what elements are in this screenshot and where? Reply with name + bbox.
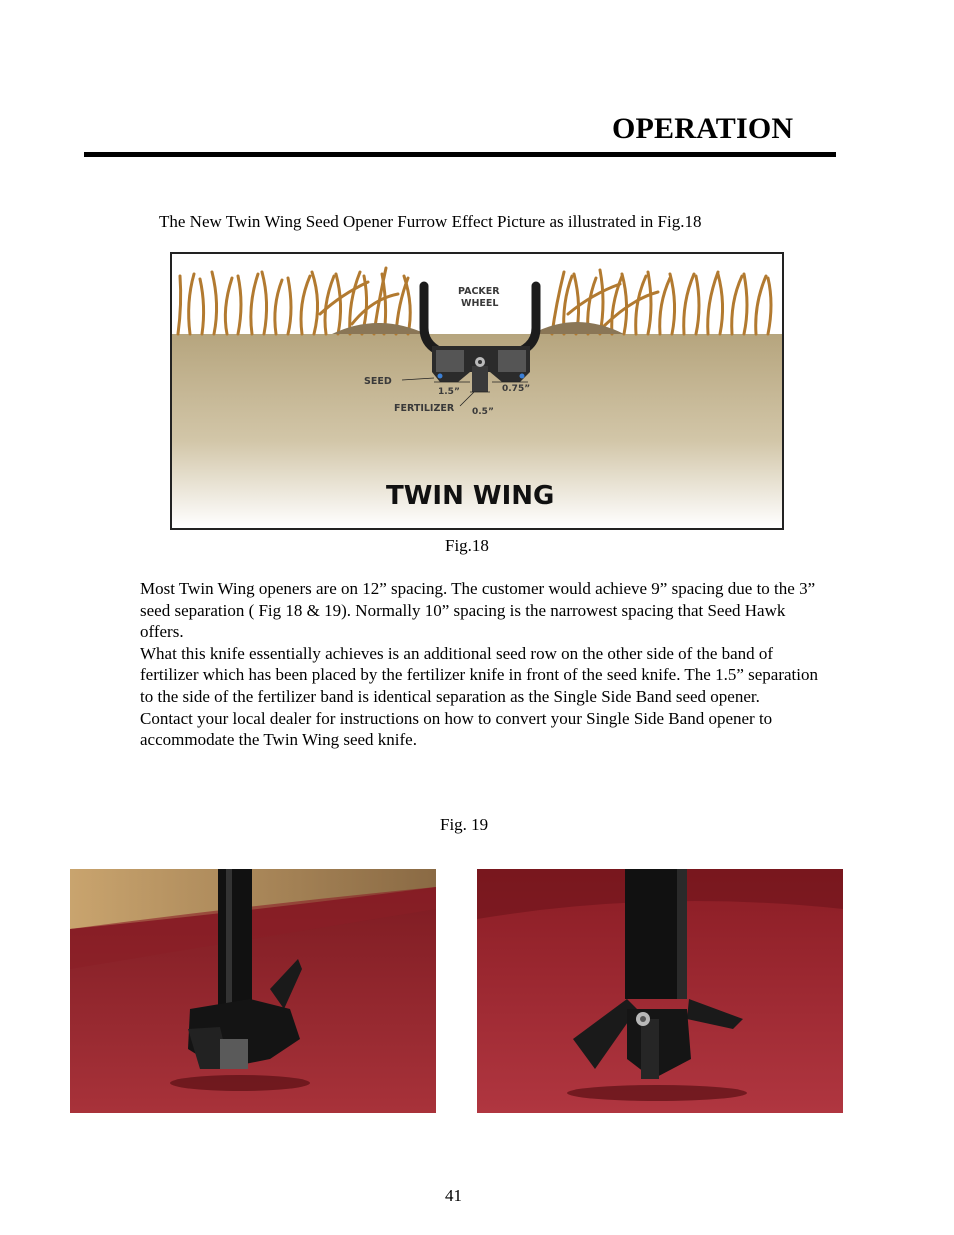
mound-left <box>332 323 426 334</box>
section-title: OPERATION <box>612 112 794 145</box>
title-rule <box>84 152 836 157</box>
twin-wing-banner: TWIN WING <box>386 481 555 511</box>
label-dim-bottom: 0.5” <box>472 407 494 417</box>
label-dim-left: 1.5” <box>438 387 460 397</box>
paragraph-spacing: Most Twin Wing openers are on 12” spacing. The customer would achieve 9” spacing due to the 3” seed separation ( Fig 18 & 19). Normally 10” spacing is the narrowest spacing that Seed Hawk offers. <box>140 579 816 642</box>
paragraph-knife: What this knife essentially achieves is an additional seed row on the other side of the band of fertilizer which has been placed by the fertilizer knife in front of the seed knife. The 1.5” separation to the side of the fertilizer band is identical separation as the Single Side Band seed opener. <box>140 643 818 706</box>
paragraph-contact: Contact your local dealer for instructions on how to convert your Single Side Band opener to accommodate the Twin Wing seed knife. <box>140 708 773 750</box>
label-fertilizer: FERTILIZER <box>394 403 455 414</box>
photo-opener-left <box>70 869 436 1113</box>
intro-text: The New Twin Wing Seed Opener Furrow Effect Picture as illustrated in Fig.18 <box>159 212 702 231</box>
label-packer: PACKER <box>458 286 500 297</box>
body-text <box>140 578 820 751</box>
page-number: 41 <box>445 1186 462 1205</box>
label-seed: SEED <box>364 376 392 387</box>
fig19-caption: Fig. 19 <box>440 815 489 834</box>
fig18-caption: Fig.18 <box>445 536 489 555</box>
label-dim-right: 0.75” <box>502 384 531 394</box>
fig18-diagram <box>170 252 784 530</box>
mound-right <box>532 322 624 334</box>
label-wheel: WHEEL <box>461 298 499 309</box>
photo-opener-right <box>477 869 843 1113</box>
